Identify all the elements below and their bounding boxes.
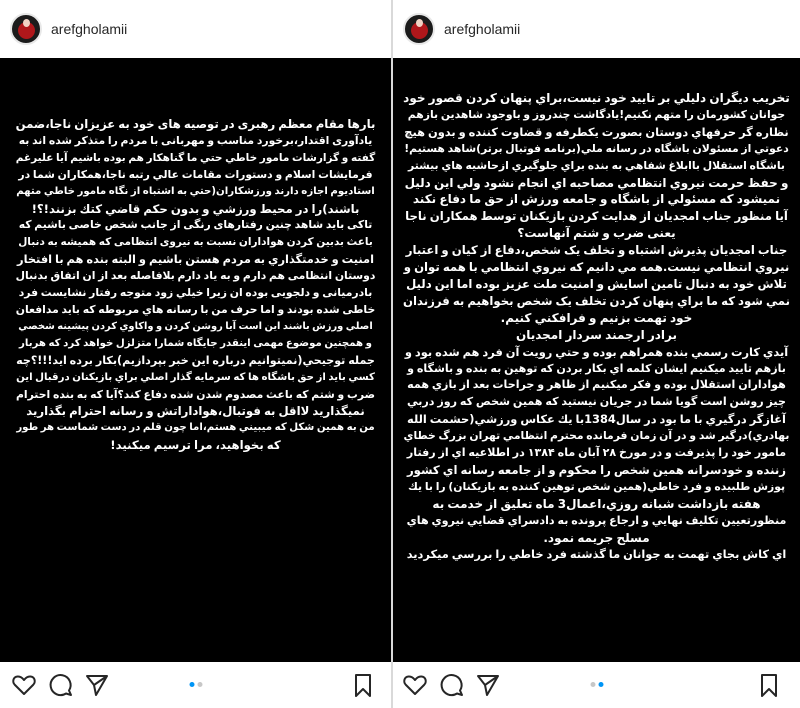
text-line: اي کاش بجاي تهمت به جوانان ما گذشته فرد خاطي را بررسي ميکرديد <box>406 547 787 562</box>
text-line: هفته بازداشت شبانه روزي،اعمال3 ماه تعليق از خدمت به <box>432 496 761 511</box>
text-line: خود تهمت بزنيم و فرافکني کنيم. <box>500 310 693 325</box>
text-line: و حفظ حرمت نيروي انتظامي مصاحبه اي انجام نشود ولي اين دليل <box>404 175 789 190</box>
text-line: فرمايشات اسلام و دستورات مقامات عالي رتبه ناجا،همکاران شما در <box>18 167 373 181</box>
carousel-indicator <box>590 682 603 687</box>
post-text <box>403 90 790 563</box>
text-line: جوانان کشورمان را متهم نکنيم!يادگاشت چندروز و باوجود شاهدين بازهم <box>407 107 786 121</box>
text-line: بهادري)درگير شد و در آن زمان فرمانده محترم انتظامي تهران بزرگ خطاي <box>403 429 790 443</box>
action-bar <box>0 662 391 708</box>
username[interactable]: arefgholamii <box>444 21 521 37</box>
post-header <box>0 0 391 58</box>
text-line: استاديوم اجازه دارند ورزشکاران(حتي به اشتباه از نگاه مامور خاطي متهم <box>16 185 375 197</box>
action-bar <box>393 662 800 708</box>
carousel-dot-active <box>189 682 194 687</box>
text-line: منظورتعيين تکليف نهايي و ارجاع پرونده به دادسراي قضايي نيروي هاي <box>406 513 787 527</box>
text-line: تلاش خود به دنبال تامين اسايش و امنيت ملت عزيز بوده اما اين دليل <box>406 276 787 291</box>
bookmark-icon[interactable] <box>349 671 377 699</box>
share-icon[interactable] <box>474 671 502 699</box>
post-header <box>393 0 800 58</box>
carousel-dot-active <box>598 682 603 687</box>
post-image <box>0 58 391 662</box>
text-line: مامور خود را پذيرفت و در مورخ ۲۸ آبان ماه ۱۳۸۴ در اطلاعيه اي از رفتار <box>406 446 787 460</box>
text-line: نظاره گر حرفهاي دوستان بصورت يکطرفه و قضاوت کننده و بدون هيچ <box>404 124 789 139</box>
text-line: مسلح جريمه نمود. <box>543 530 650 545</box>
heart-icon[interactable] <box>10 671 38 699</box>
post-text <box>14 116 377 454</box>
heart-icon[interactable] <box>401 671 429 699</box>
comment-icon[interactable] <box>438 671 466 699</box>
bookmark-icon[interactable] <box>755 671 783 699</box>
avatar[interactable] <box>403 13 435 45</box>
text-line: من به همين شکل که ميبيني هستم،اما چون قلم در دست شماست هر طور <box>16 422 375 434</box>
text-line: نمي شود که ما براي پنهان کردن تخلف يک شخص بخواهيم به فرزندان <box>402 293 790 308</box>
left-post-screenshot <box>0 0 391 708</box>
text-line: نميگذاريد لااقل به فوتبال،هواداراتش و رسانه احترام بگذاريد <box>26 404 365 419</box>
text-line: آيدي کارت رسمي بنده همراهم بوده و حتي رويت آن فرد هم شده بود و <box>404 344 789 359</box>
text-line: نيروي انتظامي نيست.همه مي دانيم که نيروي انتظامي با همه توان و <box>403 260 790 275</box>
comment-icon[interactable] <box>47 671 75 699</box>
text-line: ضرب و شتم که باعث مصدوم شدن شده دفاع کند؟آيا که به بنده احترام <box>15 387 376 401</box>
text-line: بارها مقام معظم رهبری در توصیه های خود به عزیزان ناجا،ضمن <box>15 117 376 131</box>
avatar[interactable] <box>10 13 42 45</box>
text-line: اصلي ورزش باشند اين است آيا روشن کردن و واکاوي کردن پيشينه شخصي <box>18 320 373 332</box>
text-line: چيز روشن است گويا شما در جريان نيستيد که همين شخص که روز دربي <box>407 395 786 409</box>
text-line: و همچنین موضوع مهمی اینقدر جایگاه شمارا متزلزل خواهد کرد که هربار <box>19 337 372 349</box>
text-line: که بخواهيد، مرا ترسيم ميکنيد! <box>110 438 281 453</box>
carousel-dot <box>197 682 202 687</box>
text-line: بادرمیانی و دلجویی بوده ان زیرا خیلي زود متوجه رفتار نشایست فرد <box>18 286 373 300</box>
text-line: یعنی ضرب و شتم آنهاست؟ <box>517 226 676 241</box>
text-line: گفته و گزارشات مامور خاطي حتي ما گناهکار هم بوده باشيم آيا عليرغم <box>15 151 376 164</box>
text-line: آغازگر درگيري با ما بود در سال1384با يك عكاس ورزشي(حشمت الله <box>407 412 786 427</box>
text-line: تاکی باید شاهد چنین رفتارهای رنگی از جانب شخص خاصی باشیم که <box>18 218 373 232</box>
text-line: باشگاه استقلال باابلاغ شفاهي به بنده براي جلوگيري ازحاشيه هاي بيشتر <box>407 158 785 172</box>
text-line: باعث بدبين کردن هواداران نسبت به نيروی انتظامی که همیشه به دنبال <box>18 236 373 249</box>
post-image <box>393 58 800 662</box>
text-line: تخریب ديگران دليلي بر تاييد خود نيست،براي پنهان کردن قصور خود <box>403 91 790 105</box>
carousel-dot <box>590 682 595 687</box>
carousel-indicator <box>189 682 202 687</box>
text-line: بازهم تاييد ميکنيم ايشان کلمه اي بکار بردن که توهين به بنده و باشگاه و <box>407 361 786 375</box>
text-line: خاطی شده بودند و اما حرف من با رسانه هاي مربوطه که باید مدافعان <box>15 302 376 316</box>
text-line: کسي بايد از حق باشگاه ها که سرمايه گذار اصلي براي بازيکنان درقبال اين <box>16 371 375 383</box>
text-line: یادآوری اقتدار،برخورد مناسب و مهربانی با مردم را متذکر شده اند به <box>18 133 373 147</box>
text-line: آیا منظور جناب امجدیان از هدایت کردن بازیکنان توسط همکاران ناجا <box>405 209 788 224</box>
text-line: زننده و خودسرانه همين شخص را محکوم و از جامعه رسانه اي کشور <box>406 462 787 477</box>
text-line: باشند)را در محيط ورزشي و بدون حکم قاضي کتك بزنند!؟! <box>31 201 360 216</box>
right-post-screenshot <box>393 0 800 708</box>
text-line: نميشود که مسئولي از باشگاه و جامعه ورزش از حق ما دفاع نکند <box>412 192 781 207</box>
username[interactable]: arefgholamii <box>51 21 128 37</box>
text-line: جمله توجیحي(نميتوانيم درباره اين خبر بپردازيم)بکار برده ايد!!!؟چه <box>16 353 375 367</box>
text-line: برادر ارجمند سردار امجدیان <box>515 327 678 342</box>
share-icon[interactable] <box>83 671 111 699</box>
text-line: دعوتي از مسئولان باشگاه در رسانه ملي(برنامه فوتبال برتر)شاهد هستيم! <box>404 141 789 155</box>
text-line: دوستان انتظامی هم دارم و به یاد دارم بلافاصله بعد از ان اتفاق بدنبال <box>15 269 376 283</box>
text-line: پوزش طلبيده و فرد خاطي(همين شخص توهين کننده به بازيکنان) را با يك <box>407 479 786 493</box>
text-line: هواداران استقلال بوده و فکر ميکنيم از ظاهر و جراحات بعد از بازي همه <box>407 378 786 392</box>
text-line: جناب امجدیان پذیرش اشتباه و تخلف يک شخص،دفاع از کيان و اعتبار <box>405 243 788 258</box>
text-line: امنیت و خدمتگذاري به مردم هستن باشیم و البته بنده هم با افتخار <box>17 252 374 267</box>
